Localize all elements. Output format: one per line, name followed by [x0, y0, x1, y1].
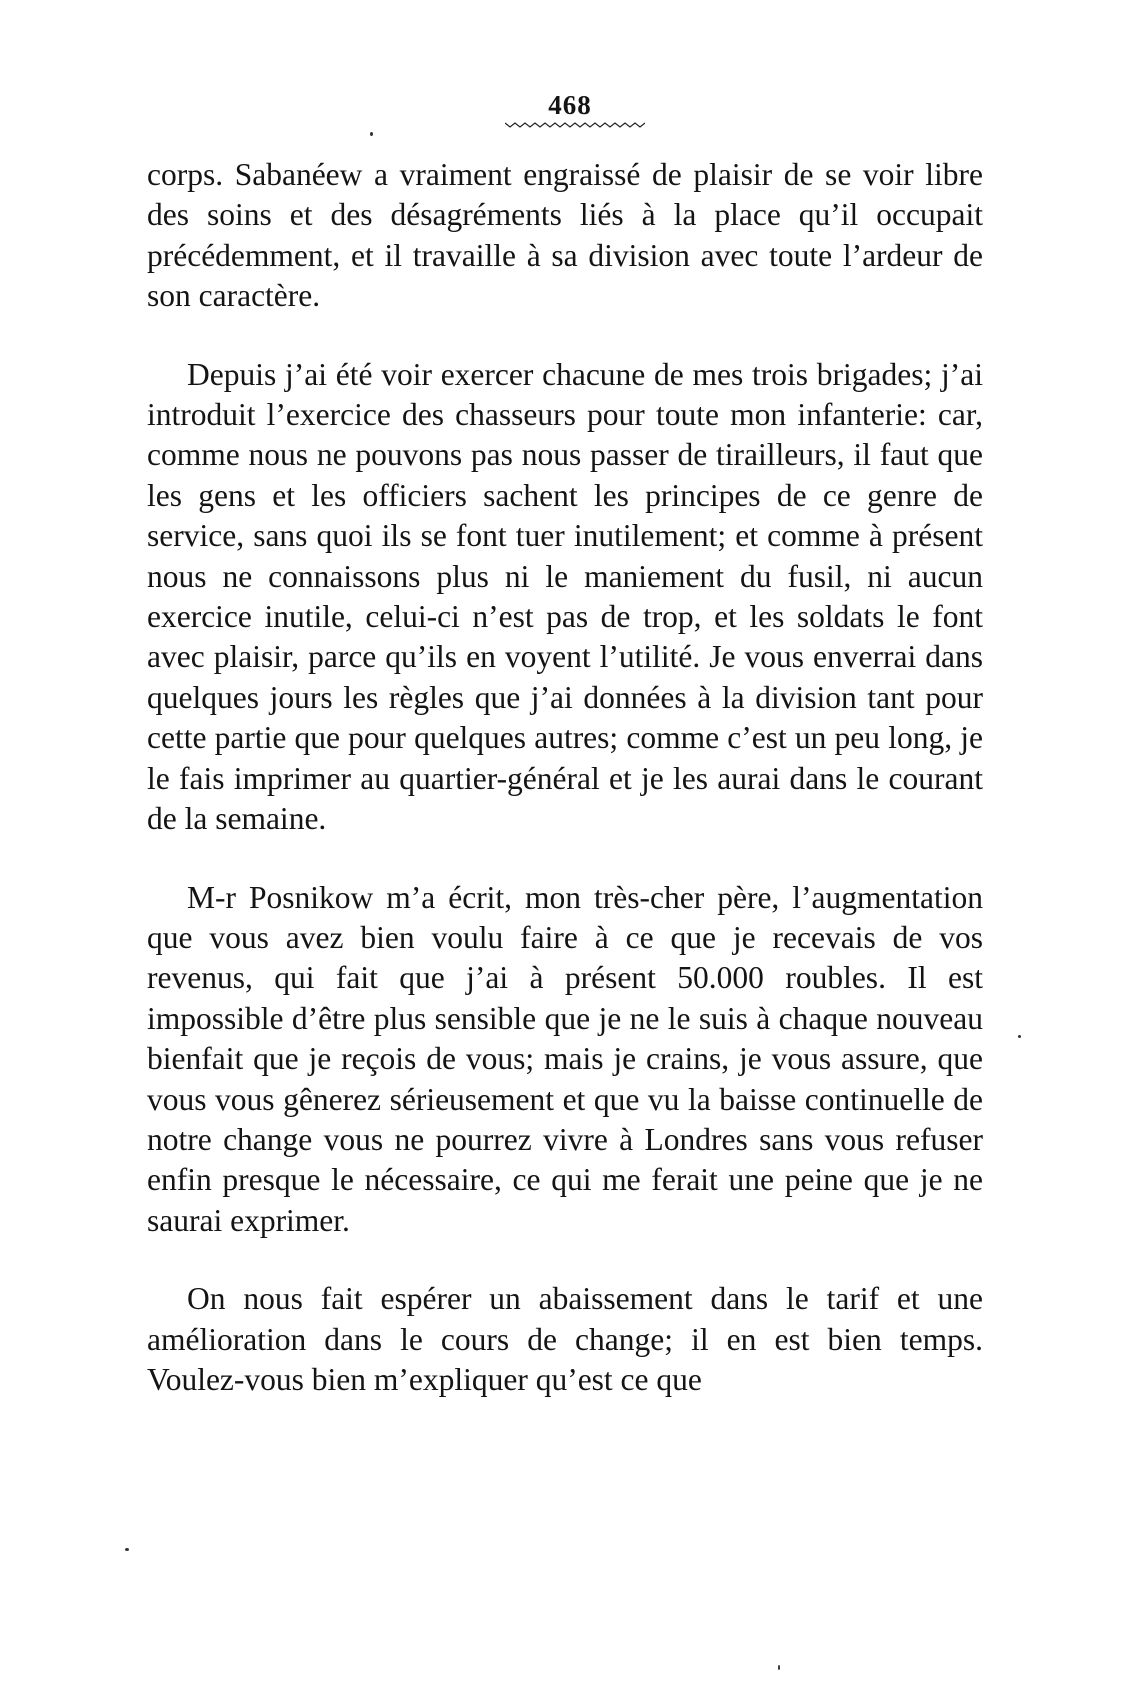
page-number: 468 [548, 90, 592, 120]
paragraph: On nous fait espérer un abaissement dans le tarif et une amélioration dans le cours de change; il en est bien temps. Voulez-vous bien m’expliquer qu’est ce que [147, 1281, 983, 1397]
print-speck [778, 1665, 780, 1670]
page-number-ornament [505, 120, 645, 130]
paragraph: Depuis j’ai été voir exercer chacune de mes trois brigades; j’ai introduit l’exercice des chasseurs pour toute mon infanterie: car, comme nous ne pouvons pas nous passer de tirailleurs, il faut que les gens et les officiers sachent les principes de ce genre de service, sans quoi ils se font tuer inutilement; et comme à présent nous ne connaissons plus ni le maniement du fusil, ni aucun exercice inutile, celui-ci n’est pas de trop, et les soldats le font avec plaisir, parce qu’ils en voyent l’utilité. Je vous enverrai dans quelques jours les règles que j’ai données à la division tant pour cette partie que pour quelques autres; comme c’est un peu long, je le fais imprimer au quartier-général et je les aurai dans le courant de la semaine. [147, 356, 983, 837]
body-text [147, 155, 983, 1400]
paragraph: M-r Posnikow m’a écrit, mon très-cher père, l’augmentation que vous avez bien voulu faire à ce que je recevais de vos revenus, qui fait que j’ai à présent 50.000 roubles. Il est impossible d’être plus sensible que je ne le suis à chaque nouveau bienfait que je reçois de vous; mais je crains, je vous assure, que vous vous gênerez sérieusement et que vu la baisse continuelle de notre change vous ne pourrez vivre à Londres sans vous refuser enfin presque le nécessaire, ce qui me ferait une peine que je ne saurai exprimer. [147, 879, 983, 1238]
print-speck [370, 132, 373, 136]
paragraph: corps. Sabanéew a vraiment engraissé de plaisir de se voir libre des soins et des désagréments liés à la place qu’il occupait précédemment, et il travaille à sa division avec toute l’ardeur de son caractère. [147, 157, 983, 314]
print-speck [1018, 1035, 1021, 1038]
print-speck [125, 1548, 129, 1551]
